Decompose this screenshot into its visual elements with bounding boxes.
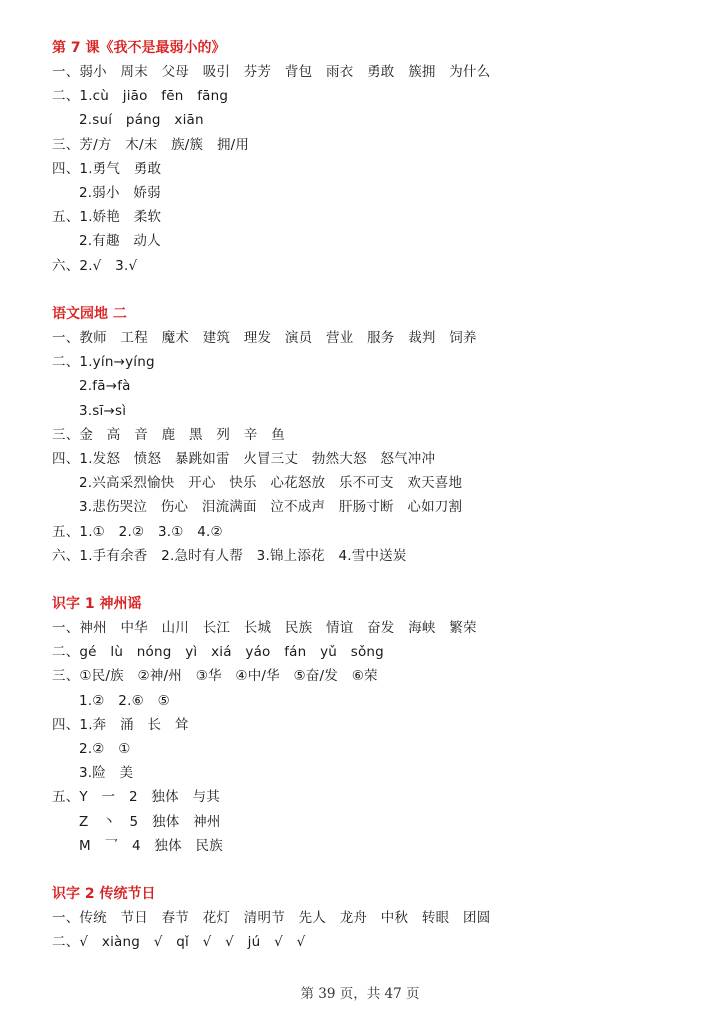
answer-line: 3.sī→sì	[79, 402, 127, 419]
answer-line: 四、1.奔 涌 长 耸	[52, 716, 189, 733]
answer-line: 五、1.① 2.② 3.① 4.②	[52, 523, 223, 540]
section-title: 第 7 课《我不是最弱小的》	[52, 40, 226, 56]
answer-line: 二、1.yín→yíng	[52, 354, 155, 371]
answer-line: 一、传统 节日 春节 花灯 清明节 先人 龙舟 中秋 转眼 团圆	[52, 910, 491, 926]
answer-line: 一、神州 中华 山川 长江 长城 民族 情谊 奋发 海峡 繁荣	[52, 620, 477, 636]
answer-line: 一、教师 工程 魔术 建筑 理发 演员 营业 服务 裁判 饲养	[52, 330, 477, 346]
answer-line: 三、①民/族 ②神/州 ③华 ④中/华 ⑤奋/发 ⑥荣	[52, 668, 378, 685]
section-title: 识字 1 神州谣	[52, 596, 142, 612]
answer-line: 1.② 2.⑥ ⑤	[79, 692, 170, 709]
answer-line: 2.fā→fà	[79, 378, 131, 395]
answer-line: 二、√ xiàng √ qǐ √ √ jú √ √	[52, 934, 306, 951]
section-title: 识字 2 传统节日	[52, 886, 156, 902]
answer-line: 2.suí páng xiān	[79, 112, 204, 129]
answer-line: 3.悲伤哭泣 伤心 泪流满面 泣不成声 肝肠寸断 心如刀割	[79, 499, 463, 516]
answer-line: 五、1.娇艳 柔软	[52, 209, 162, 226]
answer-line: 一、弱小 周末 父母 吸引 芬芳 背包 雨衣 勇敢 簇拥 为什么	[52, 64, 491, 80]
answer-line: 六、2.√ 3.√	[52, 257, 138, 274]
answer-line: 2.弱小 娇弱	[79, 184, 161, 201]
answer-line: Z 丶 5 独体 神州	[79, 813, 221, 830]
section-shizi-2	[52, 882, 692, 954]
answer-line: 2.② ①	[79, 740, 131, 757]
section-shizi-1	[52, 592, 692, 858]
answer-line: 2.兴高采烈愉快 开心 快乐 心花怒放 乐不可支 欢天喜地	[79, 475, 463, 492]
section-lesson-7	[52, 36, 692, 278]
answer-line: 四、1.勇气 勇敢	[52, 160, 162, 177]
answer-line: 二、gé lù nóng yì xiá yáo fán yǔ sǒng	[52, 644, 384, 661]
page-footer: 第 39 页，共 47 页	[300, 986, 420, 1002]
answer-line: 四、1.发怒 愤怒 暴跳如雷 火冒三丈 勃然大怒 怒气冲冲	[52, 450, 436, 467]
answer-line: 六、1.手有余香 2.急时有人帮 3.锦上添花 4.雪中送炭	[52, 547, 407, 564]
answer-line: 三、金 高 音 鹿 黑 列 辛 鱼	[52, 426, 285, 443]
answer-line: 二、1.cù jiāo fēn fāng	[52, 88, 229, 105]
answer-line: 2.有趣 动人	[79, 233, 161, 250]
section-title: 语文园地 二	[52, 306, 127, 322]
section-yuwen-yuandi-2	[52, 302, 692, 568]
answer-line: 三、芳/方 木/末 族/簇 拥/用	[52, 136, 250, 153]
answer-line: M 乛 4 独体 民族	[79, 837, 223, 854]
answer-line: 五、Y 一 2 独体 与其	[52, 789, 220, 806]
answer-line: 3.险 美	[79, 765, 134, 782]
